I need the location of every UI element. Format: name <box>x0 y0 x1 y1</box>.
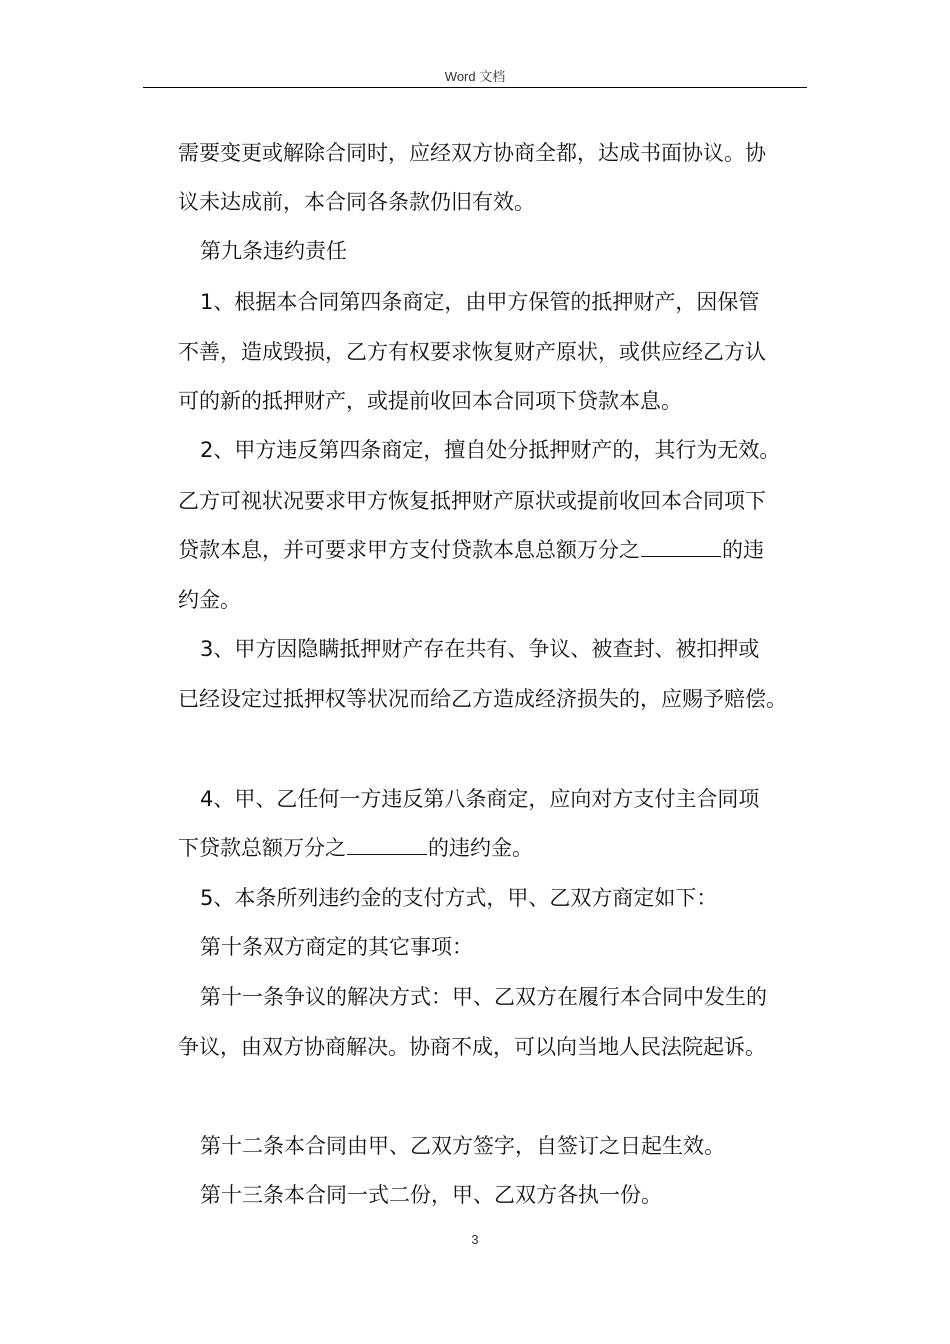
header-rule <box>143 87 807 88</box>
paragraph-line: 5、本条所列违约金的支付方式，甲、乙双方商定如下： <box>200 886 718 910</box>
text-after-blank: 的违 <box>722 538 764 562</box>
section-heading: 第九条违约责任 <box>200 239 347 263</box>
paragraph-line: 第十二条本合同由甲、乙双方签字，自签订之日起生效。 <box>200 1134 725 1158</box>
text-before-blank: 下贷款总额万分之 <box>178 836 346 860</box>
paragraph-line: 1、根据本合同第四条商定，由甲方保管的抵押财产，因保管 <box>200 290 760 314</box>
fill-in-blank <box>641 536 721 557</box>
paragraph-line: 议未达成前，本合同各条款仍旧有效。 <box>178 190 535 214</box>
page-header: Word 文档 <box>444 69 506 84</box>
paragraph-line: 第十一条争议的解决方式：甲、乙双方在履行本合同中发生的 <box>200 985 767 1009</box>
paragraph-line: 可的新的抵押财产，或提前收回本合同项下贷款本息。 <box>178 389 682 413</box>
fill-in-blank <box>347 834 427 855</box>
paragraph-line: 争议，由双方协商解决。协商不成，可以向当地人民法院起诉。 <box>178 1035 766 1059</box>
paragraph-line <box>178 823 533 873</box>
paragraph-line: 3、甲方因隐瞒抵押财产存在共有、争议、被查封、被扣押或 <box>200 637 760 661</box>
paragraph-line: 4、甲、乙任何一方违反第八条商定，应向对方支付主合同项 <box>200 787 760 811</box>
page-number: 3 <box>471 1232 479 1247</box>
paragraph-line: 乙方可视状况要求甲方恢复抵押财产原状或提前收回本合同项下 <box>178 489 766 513</box>
section-heading: 第十条双方商定的其它事项： <box>200 935 473 959</box>
paragraph-line: 2、甲方违反第四条商定，擅自处分抵押财产的，其行为无效。 <box>200 438 781 462</box>
text-before-blank: 贷款本息，并可要求甲方支付贷款本息总额万分之 <box>178 538 640 562</box>
paragraph-line: 需要变更或解除合同时，应经双方协商全都，达成书面协议。协 <box>178 141 766 165</box>
paragraph-line <box>178 525 764 575</box>
paragraph-line: 已经设定过抵押权等状况而给乙方造成经济损失的，应赐予赔偿。 <box>178 687 787 711</box>
paragraph-line: 不善，造成毁损，乙方有权要求恢复财产原状，或供应经乙方认 <box>178 340 766 364</box>
paragraph-line: 第十三条本合同一式二份，甲、乙双方各执一份。 <box>200 1183 662 1207</box>
paragraph-line: 约金。 <box>178 588 241 612</box>
text-after-blank: 的违约金。 <box>428 836 533 860</box>
